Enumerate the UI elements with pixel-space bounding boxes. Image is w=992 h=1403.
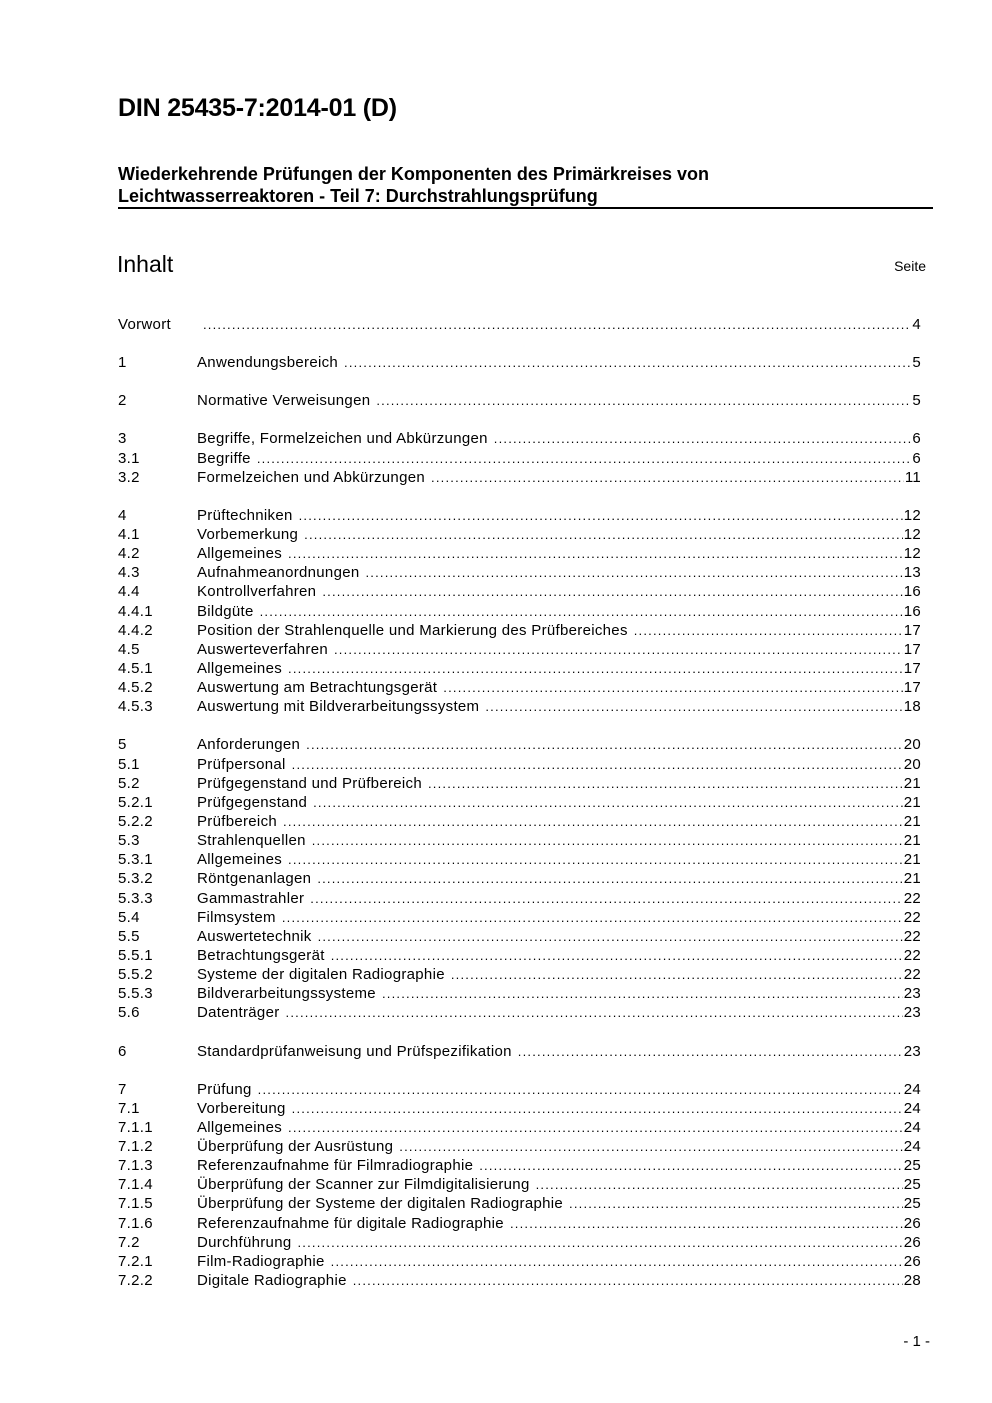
toc-entry-title: Allgemeines [197, 659, 283, 677]
toc-entry-number: 5.4 [118, 908, 140, 926]
toc-entry-number: 7.2 [118, 1233, 140, 1251]
toc-entry-title: Gammastrahler [197, 889, 305, 907]
toc-dot-leader [536, 1175, 903, 1194]
toc-dot-leader [331, 946, 903, 965]
toc-entry-number: 7.1.5 [118, 1195, 153, 1213]
toc-dot-leader [569, 1194, 903, 1213]
toc-entry-number: 3.1 [118, 449, 140, 467]
toc-entry-number: 5.5.2 [118, 966, 153, 984]
toc-entry[interactable] [118, 429, 921, 448]
toc-dot-leader [634, 621, 903, 640]
toc-entry-number: 4.2 [118, 545, 140, 563]
toc-entry-page: 12 [903, 545, 921, 563]
toc-entry[interactable] [118, 449, 921, 468]
toc-entry[interactable] [118, 869, 921, 888]
toc-entry-number: 7.1.4 [118, 1176, 153, 1194]
toc-dot-leader [479, 1156, 902, 1175]
toc-entry-title: Film-Radiographie [197, 1252, 325, 1270]
toc-entry-title: Allgemeines [197, 545, 283, 563]
toc-entry-page: 23 [903, 1004, 921, 1022]
toc-entry-page: 21 [903, 812, 921, 830]
toc-entry[interactable] [118, 391, 921, 410]
toc-entry[interactable] [118, 544, 921, 563]
toc-entry-title: Allgemeines [197, 851, 283, 869]
toc-dot-leader [451, 965, 903, 984]
toc-entry-title: Prüfpersonal [197, 755, 286, 773]
toc-entry[interactable] [118, 640, 921, 659]
toc-entry-page: 24 [903, 1118, 921, 1136]
toc-dot-leader [317, 869, 902, 888]
toc-entry-page: 5 [912, 354, 921, 372]
toc-entry-number: 4.4 [118, 583, 140, 601]
toc-entry-number: 7.1.2 [118, 1138, 153, 1156]
toc-dot-leader [428, 774, 903, 793]
toc-entry-number: 4.4.2 [118, 621, 153, 639]
toc-dot-leader [304, 525, 903, 544]
toc-entry-title: Auswerteverfahren [197, 640, 328, 658]
document-title-line-2: Leichtwasserreaktoren - Teil 7: Durchstrahlungsprüfung [118, 186, 598, 206]
toc-entry[interactable] [118, 1233, 921, 1252]
toc-dot-leader [299, 506, 903, 525]
toc-entry-title: Auswertung am Betrachtungsgerät [197, 679, 438, 697]
toc-entry-title: Strahlenquellen [197, 832, 306, 850]
toc-entry-title: Überprüfung der Ausrüstung [197, 1138, 394, 1156]
toc-entry-number: 5 [118, 736, 127, 754]
toc-entry[interactable] [118, 1137, 921, 1156]
toc-entry[interactable] [118, 315, 921, 334]
toc-entry-title: Filmsystem [197, 908, 276, 926]
toc-entry[interactable] [118, 353, 921, 372]
toc-entry-page: 22 [903, 946, 921, 964]
toc-dot-leader [399, 1137, 902, 1156]
toc-entry-title: Referenzaufnahme für digitale Radiographie [197, 1214, 504, 1232]
toc-entry-page: 28 [903, 1272, 921, 1290]
toc-dot-leader [376, 391, 911, 410]
toc-entry-page: 21 [903, 870, 921, 888]
toc-dot-leader [353, 1271, 903, 1290]
toc-dot-leader [494, 429, 912, 448]
toc-dot-leader [443, 678, 902, 697]
toc-entry-title: Vorbereitung [197, 1099, 286, 1117]
toc-entry-title: Bildgüte [197, 602, 254, 620]
toc-dot-leader [382, 984, 903, 1003]
toc-entry-number: 4.4.1 [118, 602, 153, 620]
toc-entry-number: 4 [118, 506, 127, 524]
toc-entry-title: Allgemeines [197, 1118, 283, 1136]
toc-entry-page: 26 [903, 1233, 921, 1251]
toc-dot-leader [257, 449, 912, 468]
toc-entry[interactable] [118, 1118, 921, 1137]
toc-entry-title: Auswertung mit Bildverarbeitungssystem [197, 698, 480, 716]
toc-entry-page: 26 [903, 1214, 921, 1232]
toc-entry-title: Überprüfung der Scanner zur Filmdigitalisierung [197, 1176, 530, 1194]
page-number: - 1 - [903, 1333, 930, 1350]
toc-entry-page: 18 [903, 698, 921, 716]
toc-entry-title: Prüfbereich [197, 812, 278, 830]
toc-entry-number: 7.1.3 [118, 1157, 153, 1175]
toc-entry-page: 13 [903, 564, 921, 582]
toc-entry-number: 3.2 [118, 468, 140, 486]
toc-entry[interactable] [118, 602, 921, 621]
toc-entry[interactable] [118, 793, 921, 812]
toc-entry[interactable] [118, 908, 921, 927]
toc-entry[interactable] [118, 1080, 921, 1099]
toc-entry[interactable] [118, 582, 921, 601]
toc-group [118, 1080, 921, 1291]
toc-entry-number: 7.1.6 [118, 1214, 153, 1232]
toc-entry-title: Prüfung [197, 1080, 252, 1098]
toc-entry-title: Röntgenanlagen [197, 870, 312, 888]
toc-dot-leader [510, 1214, 903, 1233]
table-of-contents [118, 315, 921, 1309]
toc-entry[interactable] [118, 1003, 921, 1022]
toc-entry[interactable] [118, 984, 921, 1003]
toc-entry[interactable] [118, 678, 921, 697]
toc-entry-number: 5.6 [118, 1004, 140, 1022]
toc-entry-page: 16 [903, 583, 921, 601]
toc-entry-page: 11 [904, 468, 921, 486]
toc-entry-page: 21 [903, 832, 921, 850]
toc-dot-leader [298, 1233, 903, 1252]
toc-entry-number: 7.2.2 [118, 1272, 153, 1290]
toc-dot-leader [292, 755, 903, 774]
toc-entry-page: 22 [903, 927, 921, 945]
toc-entry[interactable] [118, 1194, 921, 1213]
toc-entry-title: Durchführung [197, 1233, 292, 1251]
toc-entry[interactable] [118, 889, 921, 908]
toc-entry-title: Prüfgegenstand [197, 793, 308, 811]
toc-entry-title: Vorbemerkung [197, 525, 299, 543]
toc-entry-page: 26 [903, 1252, 921, 1270]
toc-dot-leader [306, 735, 903, 754]
toc-entry-number: 4.5.2 [118, 679, 153, 697]
toc-entry-page: 20 [903, 736, 921, 754]
toc-entry[interactable] [118, 755, 921, 774]
toc-entry-number: 5.5.3 [118, 985, 153, 1003]
toc-entry-page: 16 [903, 602, 921, 620]
toc-entry[interactable] [118, 735, 921, 754]
toc-entry-title: Formelzeichen und Abkürzungen [197, 468, 426, 486]
toc-entry-page: 20 [903, 755, 921, 773]
toc-entry-page: 12 [903, 525, 921, 543]
toc-entry[interactable] [118, 927, 921, 946]
toc-entry-page: 17 [903, 679, 921, 697]
document-title [118, 163, 933, 209]
toc-entry-number: 5.3 [118, 832, 140, 850]
toc-entry-page: 24 [903, 1138, 921, 1156]
toc-dot-leader [431, 468, 904, 487]
toc-group [118, 315, 921, 334]
toc-entry-page: 12 [903, 506, 921, 524]
toc-entry-title: Auswertetechnik [197, 927, 312, 945]
toc-entry-number: 3 [118, 430, 127, 448]
toc-entry-number: 4.5 [118, 640, 140, 658]
toc-dot-leader [203, 315, 911, 334]
toc-entry[interactable] [118, 621, 921, 640]
toc-entry-title: Kontrollverfahren [197, 583, 317, 601]
toc-entry[interactable] [118, 946, 921, 965]
toc-entry-page: 23 [903, 985, 921, 1003]
toc-entry-number: 5.3.1 [118, 851, 153, 869]
toc-entry-number: 4.5.3 [118, 698, 153, 716]
toc-entry-page: 21 [903, 793, 921, 811]
toc-entry[interactable] [118, 812, 921, 831]
toc-dot-leader [286, 1003, 903, 1022]
toc-entry[interactable] [118, 1214, 921, 1233]
toc-entry[interactable] [118, 965, 921, 984]
toc-group [118, 735, 921, 1022]
toc-dot-leader [283, 812, 903, 831]
toc-dot-leader [288, 850, 903, 869]
toc-dot-leader [282, 908, 903, 927]
toc-entry-page: 23 [903, 1042, 921, 1060]
toc-entry-page: 6 [912, 449, 921, 467]
toc-dot-leader [313, 793, 903, 812]
toc-entry-page: 25 [903, 1195, 921, 1213]
toc-heading: Inhalt [117, 251, 174, 277]
toc-entry-page: 17 [903, 659, 921, 677]
toc-entry-title: Betrachtungsgerät [197, 946, 325, 964]
toc-entry-number: 5.2 [118, 774, 140, 792]
toc-entry-number: 4.3 [118, 564, 140, 582]
toc-entry[interactable] [118, 774, 921, 793]
toc-group [118, 353, 921, 372]
toc-dot-leader [344, 353, 911, 372]
toc-entry-page: 21 [903, 851, 921, 869]
toc-dot-leader [334, 640, 903, 659]
toc-entry-title: Anwendungsbereich [197, 354, 339, 372]
toc-dot-leader [258, 1080, 903, 1099]
toc-entry-title: Position der Strahlenquelle und Markierung des Prüfbereiches [197, 621, 628, 639]
toc-entry-page: 21 [903, 774, 921, 792]
toc-entry-number: 5.5 [118, 927, 140, 945]
toc-entry-title: Begriffe, Formelzeichen und Abkürzungen [197, 430, 488, 448]
toc-entry-title: Normative Verweisungen [197, 392, 371, 410]
toc-entry-title: Systeme der digitalen Radiographie [197, 966, 445, 984]
toc-entry-page: 24 [903, 1080, 921, 1098]
toc-dot-leader [288, 544, 903, 563]
toc-entry-title: Digitale Radiographie [197, 1272, 347, 1290]
toc-dot-leader [331, 1252, 903, 1271]
toc-entry[interactable] [118, 1252, 921, 1271]
toc-entry[interactable] [118, 1175, 921, 1194]
toc-entry[interactable] [118, 1271, 921, 1290]
toc-entry-number: 4.5.1 [118, 659, 153, 677]
toc-entry-title: Bildverarbeitungssysteme [197, 985, 376, 1003]
toc-entry-title: Begriffe [197, 449, 251, 467]
toc-entry[interactable] [118, 697, 921, 716]
toc-entry-number: 4.1 [118, 525, 140, 543]
toc-entry[interactable] [118, 468, 921, 487]
toc-entry-page: 25 [903, 1176, 921, 1194]
toc-group [118, 429, 921, 486]
toc-dot-leader [318, 927, 903, 946]
toc-dot-leader [366, 563, 903, 582]
toc-entry-title: Prüfgegenstand und Prüfbereich [197, 774, 422, 792]
toc-entry[interactable] [118, 563, 921, 582]
toc-entry[interactable] [118, 1156, 921, 1175]
toc-entry-page: 22 [903, 908, 921, 926]
toc-entry-number: 5.5.1 [118, 946, 153, 964]
toc-entry-number: 5.3.3 [118, 889, 153, 907]
document-title-line-1: Wiederkehrende Prüfungen der Komponenten des Primärkreises von [118, 164, 709, 184]
toc-entry-page: 24 [903, 1099, 921, 1117]
toc-entry-page: 17 [903, 640, 921, 658]
toc-entry-number: Vorwort [118, 316, 171, 333]
toc-dot-leader [292, 1099, 903, 1118]
toc-entry-number: 6 [118, 1042, 127, 1060]
toc-entry[interactable] [118, 1099, 921, 1118]
toc-entry-title: Standardprüfanweisung und Prüfspezifikation [197, 1042, 512, 1060]
toc-entry-number: 5.2.2 [118, 812, 153, 830]
toc-dot-leader [288, 659, 903, 678]
toc-entry-page: 25 [903, 1157, 921, 1175]
toc-entry-number: 5.1 [118, 755, 140, 773]
toc-entry-number: 7 [118, 1080, 127, 1098]
document-id: DIN 25435-7:2014-01 (D) [118, 94, 397, 122]
toc-entry[interactable] [118, 850, 921, 869]
toc-entry-page: 17 [903, 621, 921, 639]
toc-entry[interactable] [118, 506, 921, 525]
toc-entry-page: 6 [912, 430, 921, 448]
toc-entry-page: 22 [903, 889, 921, 907]
toc-entry-title: Aufnahmeanordnungen [197, 564, 360, 582]
toc-entry-title: Prüftechniken [197, 506, 293, 524]
toc-dot-leader [288, 1118, 903, 1137]
toc-entry-number: 5.3.2 [118, 870, 153, 888]
toc-dot-leader [260, 602, 903, 621]
toc-entry[interactable] [118, 1042, 921, 1061]
toc-entry-number: 2 [118, 392, 127, 410]
toc-entry-number: 1 [118, 354, 127, 372]
toc-group [118, 391, 921, 410]
toc-dot-leader [310, 889, 902, 908]
toc-dot-leader [312, 831, 903, 850]
toc-entry[interactable] [118, 659, 921, 678]
toc-dot-leader [485, 697, 902, 716]
toc-entry-number: 7.2.1 [118, 1252, 153, 1270]
toc-entry[interactable] [118, 831, 921, 850]
toc-dot-leader [518, 1042, 903, 1061]
toc-entry-title: Anforderungen [197, 736, 301, 754]
toc-entry-page: 22 [903, 966, 921, 984]
toc-entry-page: 5 [912, 392, 921, 410]
toc-group [118, 506, 921, 717]
toc-entry-number: 7.1 [118, 1099, 140, 1117]
toc-entry-title: Referenzaufnahme für Filmradiographie [197, 1157, 474, 1175]
toc-dot-leader [322, 582, 902, 601]
toc-entry[interactable] [118, 525, 921, 544]
page-column-label: Seite [894, 258, 926, 274]
toc-group [118, 1042, 921, 1061]
toc-entry-page: 4 [912, 316, 921, 333]
toc-entry-title: Überprüfung der Systeme der digitalen Radiographie [197, 1195, 564, 1213]
toc-entry-number: 5.2.1 [118, 793, 153, 811]
toc-entry-number: 7.1.1 [118, 1118, 153, 1136]
toc-entry-title: Datenträger [197, 1004, 280, 1022]
